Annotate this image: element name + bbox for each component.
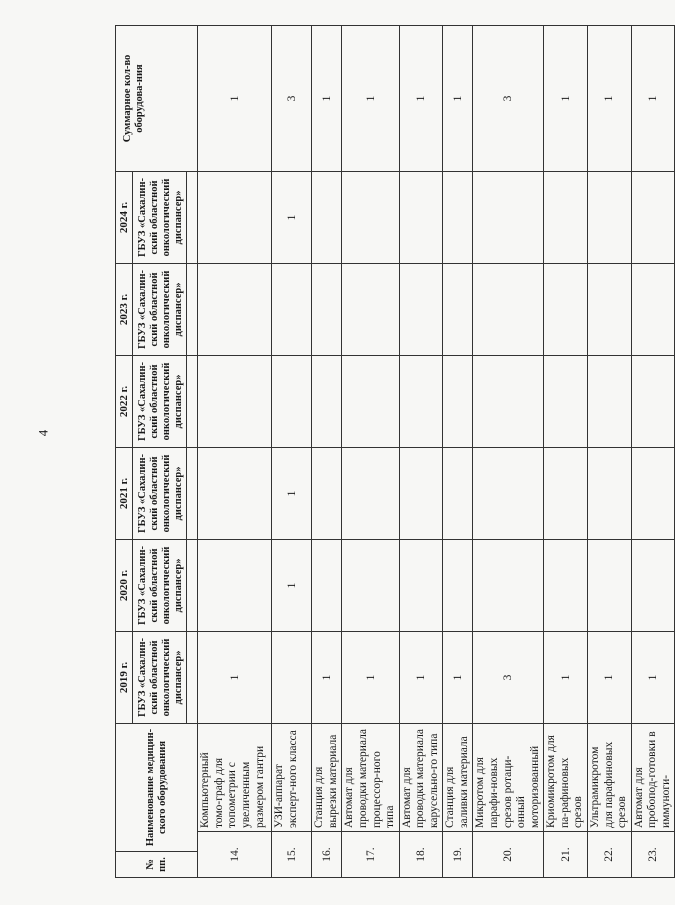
year-quantity-cell bbox=[443, 171, 473, 263]
equipment-name: Станция для вырезки материала bbox=[312, 723, 342, 831]
header-year-row bbox=[116, 25, 133, 877]
page-number: 4 bbox=[35, 429, 51, 437]
equipment-name: Автомат для проводки материала карусельно-го типа bbox=[399, 723, 443, 831]
total-quantity-cell: 1 bbox=[312, 25, 342, 171]
equipment-name: Автомат для проводки материала процессор-ного типа bbox=[342, 723, 399, 831]
year-quantity-cell bbox=[473, 539, 544, 631]
year-quantity-cell bbox=[399, 263, 443, 355]
header-year: 2019 г. bbox=[116, 631, 133, 723]
row-number: 15. bbox=[272, 832, 312, 878]
year-quantity-cell bbox=[544, 539, 588, 631]
year-quantity-cell: 1 bbox=[272, 539, 312, 631]
table-row bbox=[399, 25, 443, 877]
table-row bbox=[587, 25, 631, 877]
year-quantity-cell bbox=[587, 171, 631, 263]
spacer-cell bbox=[187, 631, 198, 723]
year-quantity-cell bbox=[312, 355, 342, 447]
year-quantity-cell bbox=[312, 171, 342, 263]
year-quantity-cell bbox=[272, 631, 312, 723]
row-number: 22. bbox=[587, 832, 631, 878]
table-row bbox=[272, 25, 312, 877]
spacer-cell bbox=[187, 355, 198, 447]
total-quantity-cell: 3 bbox=[272, 25, 312, 171]
year-quantity-cell bbox=[587, 355, 631, 447]
year-quantity-cell bbox=[631, 263, 675, 355]
year-quantity-cell bbox=[544, 263, 588, 355]
header-org: ГБУЗ «Сахалин-ский областной онкологический диспансер» bbox=[133, 263, 187, 355]
year-quantity-cell: 1 bbox=[443, 631, 473, 723]
table-row bbox=[473, 25, 544, 877]
year-quantity-cell bbox=[399, 447, 443, 539]
year-quantity-cell bbox=[587, 539, 631, 631]
spacer-cell bbox=[187, 447, 198, 539]
total-quantity-cell: 1 bbox=[587, 25, 631, 171]
year-quantity-cell bbox=[473, 355, 544, 447]
header-total: Суммарное кол-во оборудова-ния bbox=[116, 25, 198, 171]
year-quantity-cell bbox=[342, 447, 399, 539]
year-quantity-cell bbox=[342, 539, 399, 631]
year-quantity-cell bbox=[473, 171, 544, 263]
year-quantity-cell: 1 bbox=[272, 171, 312, 263]
total-quantity-cell: 1 bbox=[342, 25, 399, 171]
year-quantity-cell: 1 bbox=[272, 447, 312, 539]
header-org: ГБУЗ «Сахалин-ский областной онкологический диспансер» bbox=[133, 631, 187, 723]
year-quantity-cell bbox=[443, 355, 473, 447]
equipment-table bbox=[115, 25, 675, 878]
total-quantity-cell: 1 bbox=[544, 25, 588, 171]
year-quantity-cell bbox=[342, 355, 399, 447]
year-quantity-cell bbox=[342, 263, 399, 355]
year-quantity-cell bbox=[198, 355, 272, 447]
total-quantity-cell: 1 bbox=[198, 25, 272, 171]
header-org: ГБУЗ «Сахалин-ский областной онкологический диспансер» bbox=[133, 539, 187, 631]
year-quantity-cell bbox=[631, 539, 675, 631]
year-quantity-cell bbox=[473, 447, 544, 539]
year-quantity-cell bbox=[544, 355, 588, 447]
header-year: 2021 г. bbox=[116, 447, 133, 539]
year-quantity-cell bbox=[631, 447, 675, 539]
header-year: 2022 г. bbox=[116, 355, 133, 447]
row-number: 17. bbox=[342, 832, 399, 878]
row-number: 21. bbox=[544, 832, 588, 878]
year-quantity-cell bbox=[198, 447, 272, 539]
table-row bbox=[342, 25, 399, 877]
total-quantity-cell: 1 bbox=[631, 25, 675, 171]
table-row bbox=[198, 25, 272, 877]
spacer-cell bbox=[187, 539, 198, 631]
year-quantity-cell: 1 bbox=[631, 631, 675, 723]
year-quantity-cell bbox=[631, 171, 675, 263]
equipment-name: Компьютерный томо-граф для топометрии с увеличенным размером гантри bbox=[198, 723, 272, 831]
row-number: 19. bbox=[443, 832, 473, 878]
year-quantity-cell bbox=[443, 539, 473, 631]
year-quantity-cell bbox=[399, 539, 443, 631]
year-quantity-cell bbox=[473, 263, 544, 355]
year-quantity-cell: 1 bbox=[587, 631, 631, 723]
year-quantity-cell: 1 bbox=[342, 631, 399, 723]
row-number: 16. bbox=[312, 832, 342, 878]
equipment-name: Микротом для парафи-новых срезов ротаци-онный моторизованный bbox=[473, 723, 544, 831]
year-quantity-cell: 1 bbox=[399, 631, 443, 723]
total-quantity-cell: 1 bbox=[443, 25, 473, 171]
year-quantity-cell bbox=[198, 171, 272, 263]
header-org: ГБУЗ «Сахалин-ский областной онкологический диспансер» bbox=[133, 355, 187, 447]
year-quantity-cell bbox=[587, 447, 631, 539]
equipment-name: УЗИ-аппарат эксперт-ного класса bbox=[272, 723, 312, 831]
year-quantity-cell bbox=[631, 355, 675, 447]
table-row bbox=[443, 25, 473, 877]
header-year: 2023 г. bbox=[116, 263, 133, 355]
header-name: Наименование медицин-ского оборудования bbox=[116, 723, 198, 851]
year-quantity-cell bbox=[544, 171, 588, 263]
year-quantity-cell bbox=[544, 447, 588, 539]
year-quantity-cell bbox=[399, 355, 443, 447]
year-quantity-cell bbox=[198, 539, 272, 631]
spacer-cell bbox=[187, 171, 198, 263]
year-quantity-cell bbox=[312, 263, 342, 355]
table-row bbox=[631, 25, 675, 877]
year-quantity-cell bbox=[198, 263, 272, 355]
header-year: 2020 г. bbox=[116, 539, 133, 631]
table-row bbox=[544, 25, 588, 877]
equipment-name: Автомат для пробопод-готовки в иммуноги- bbox=[631, 723, 675, 831]
equipment-name: Станция для заливки материала bbox=[443, 723, 473, 831]
year-quantity-cell bbox=[312, 539, 342, 631]
row-number: 14. bbox=[198, 832, 272, 878]
header-year: 2024 г. bbox=[116, 171, 133, 263]
year-quantity-cell bbox=[342, 171, 399, 263]
row-number: 20. bbox=[473, 832, 544, 878]
year-quantity-cell bbox=[272, 355, 312, 447]
total-quantity-cell: 3 bbox=[473, 25, 544, 171]
row-number: 23. bbox=[631, 832, 675, 878]
spacer-cell bbox=[187, 263, 198, 355]
year-quantity-cell bbox=[587, 263, 631, 355]
year-quantity-cell: 1 bbox=[312, 631, 342, 723]
table-row bbox=[312, 25, 342, 877]
year-quantity-cell bbox=[272, 263, 312, 355]
year-quantity-cell bbox=[443, 263, 473, 355]
year-quantity-cell bbox=[399, 171, 443, 263]
equipment-name: Криомикротом для па-рафиновых срезов bbox=[544, 723, 588, 831]
year-quantity-cell: 3 bbox=[473, 631, 544, 723]
year-quantity-cell bbox=[443, 447, 473, 539]
total-quantity-cell: 1 bbox=[399, 25, 443, 171]
header-org: ГБУЗ «Сахалин-ский областной онкологический диспансер» bbox=[133, 447, 187, 539]
year-quantity-cell bbox=[312, 447, 342, 539]
header-num: № пп. bbox=[116, 852, 198, 878]
year-quantity-cell: 1 bbox=[544, 631, 588, 723]
year-quantity-cell: 1 bbox=[198, 631, 272, 723]
row-number: 18. bbox=[399, 832, 443, 878]
header-org: ГБУЗ «Сахалин-ский областной онкологический диспансер» bbox=[133, 171, 187, 263]
equipment-name: Ультрамикротом для парафиновых срезов bbox=[587, 723, 631, 831]
